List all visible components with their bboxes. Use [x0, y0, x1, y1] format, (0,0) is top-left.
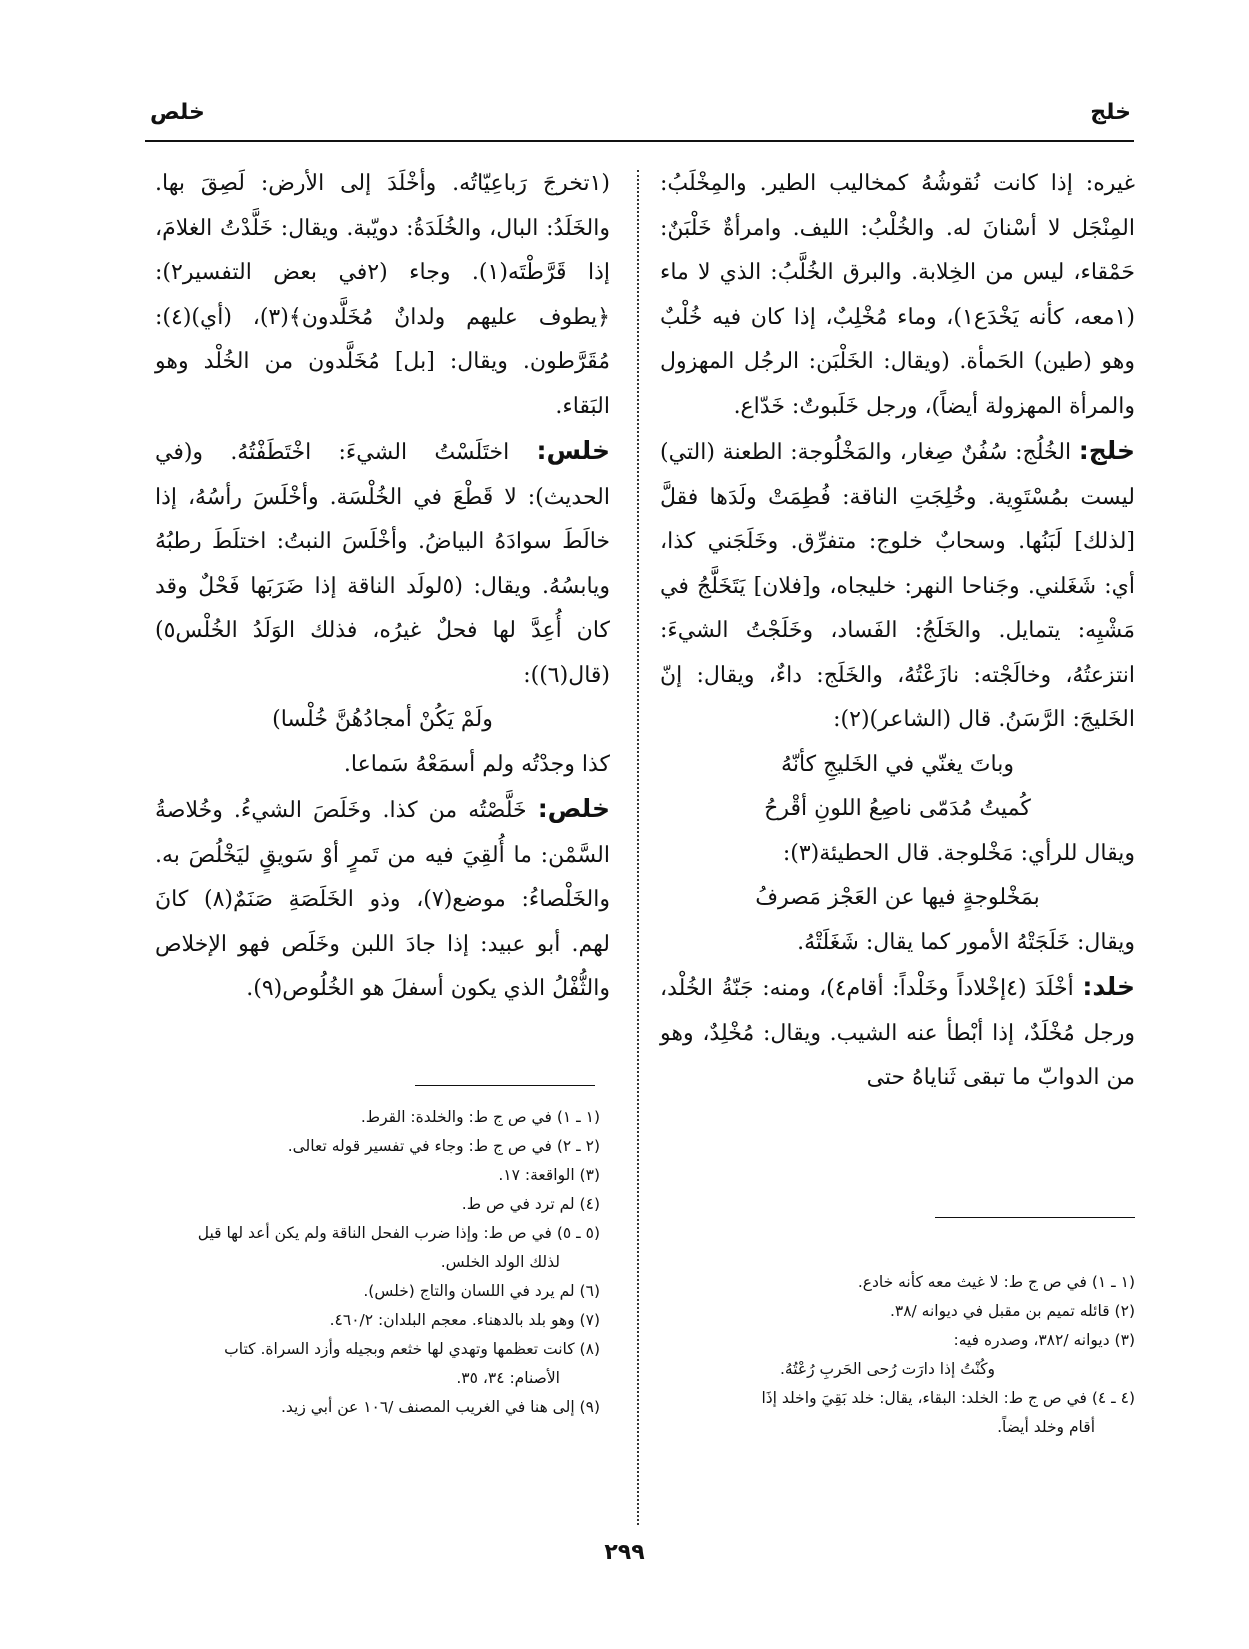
verse-line: بمَخْلوجةٍ فيها عن العَجْز مَصرفُ [755, 885, 1040, 910]
footnote: (٧) وهو بلد بالدهناء. معجم البلدان: ٤٦٠/٢. [329, 1311, 600, 1329]
right-column [660, 162, 1135, 1101]
footnote: (٦) لم يرد في اللسان والتاج (خلس). [363, 1282, 600, 1300]
footnote: (٨) كانت تعظمها وتهدي لها خثعم وبجيله وأزد السراة. كتاب [224, 1340, 600, 1358]
entry-khalaj [660, 429, 1135, 743]
footnotes-right [640, 1268, 1135, 1442]
entry-text: ويقال: خَلَجَتْهُ الأمور كما يقال: شَغَلَتْهُ. [797, 929, 1135, 955]
footnote-rule-left [415, 1085, 595, 1086]
footnote: (٤) لم ترد في ص ط. [461, 1195, 600, 1213]
footnote-rule-right [935, 1217, 1135, 1218]
verse-line: وباتَ يغنّي في الخَليجِ كأنّهُ [781, 751, 1014, 777]
entry-khalad [660, 965, 1135, 1101]
footnote-continuation: أقام وخلد أيضاً. [997, 1418, 1095, 1436]
footnote: (١ ـ ١) في ص ج ط: لا غيث معه كأنه خادع. [857, 1273, 1135, 1291]
entry-khalab-continuation: غيره: إذا كانت نُقوشُهُ كمخاليب الطير. والمِخْلَبُ: المِنْجَل لا أسْنانَ له. والخُلْبُ: الليف. وامرأةٌ خَلْبَنٌ: حَمْقاء، ليس من الخِلابة. والبرق الخُلَّبُ: الذي لا ماء (١معه، كأنه يَخْدَع١)، وماء مُخْلِبٌ، إذا كان فيه خُلْبٌ وهو (طين) الحَمأة. (ويقال: الخَلْبَن: الرجُل المهزول والمرأة المهزولة أيضاً)، ورجل خَلَبوتٌ: خَدّاع. [660, 171, 1135, 419]
headword-khalad: خلد: [1082, 972, 1135, 1001]
entry-khalas-sad-text: خَلَّصْتُه من كذا. وخَلَصَ الشيءُ. وخُلاصةُ السَّمْن: ما أُلقِيَ فيه من تَمرٍ أوْ سَويقٍ ليَخْلُصَ به. والخَلْصاءُ: موضع(٧)، وذو الخَلَصَةِ صَنَمٌ(٨) كانَ لهم. أبو عبيد: إذا جادَ اللبن وخَلَص فهو الإخلاص والثُّفْلُ الذي يكون أسفلَ هو الخُلُوص(٩). [155, 798, 610, 1001]
entry-khalad-continuation: (١تخرجَ رَباعِيّاتُه. وأخْلَدَ إلى الأرض: لَصِقَ بها. والخَلَدُ: البال، والخُلَدَةُ: دويّبة. ويقال: خَلَّدْتُ الغلامَ، إذا قَرَّطْتَه(١). وجاء (٢في بعض التفسير٢): ﴿يطوف عليهم ولدانٌ مُخَلَّدون﴾(٣)، (أي)(٤): مُقَرَّطون. ويقال: [بل] مُخَلَّدون من الخُلْد وهو البَقاء. [155, 171, 610, 419]
footnote: (٢) قائله تميم بن مقبل في ديوانه /٣٨. [889, 1302, 1135, 1320]
running-header-left: خلص [150, 100, 205, 125]
footnote-continuation: الأصنام: ٣٤، ٣٥. [456, 1369, 560, 1387]
headword-khalas: خلس: [536, 436, 611, 465]
footnotes-left [135, 1103, 600, 1422]
entry-text: كذا وجدْتُه ولم أسمَعْهُ سَماعا. [343, 751, 610, 777]
left-column [155, 162, 610, 1012]
footnote: (٣) الواقعة: ١٧. [498, 1166, 600, 1184]
footnote-verse: وكُنْتُ إذا دارَت رُحى الحَربِ رُعْتُهُ. [779, 1360, 995, 1378]
column-divider [637, 170, 639, 1525]
footnote: (١ ـ ١) في ص ج ط: والخلدة: القرط. [360, 1108, 600, 1126]
header-rule [145, 140, 1134, 142]
entry-khalad-text: أخْلَدَ (٤إخْلاداً وخَلْداً: أقام٤)، ومنه: جَنّةُ الخُلْد، ورجل مُخْلَدٌ، إذا أبْطأ عنه الشيب. ويقال: مُخْلِدٌ، وهو من الدوابّ ما تبقى ثَناياهُ حتى [660, 976, 1135, 1090]
page-number: ٢٩٩ [604, 1540, 645, 1565]
footnote: (٢ ـ ٢) في ص ج ط: وجاء في تفسير قوله تعالى. [287, 1137, 600, 1155]
verse-line: كُميتُ مُدَمّى ناصِعُ اللونِ أقْرحُ [764, 796, 1031, 821]
entry-khalaj-text: الخُلُج: سُفُنٌ صِغار، والمَخْلُوجة: الطعنة (التي) ليست بمُسْتَوِية. وخُلِجَتِ الناقة: فُطِمَتْ ولَدَها فقلَّ [لذلك] لَبَنُها. وسحابٌ خلوج: متفرِّق. وخَلَجَني كذا، أي: شَغَلني. وجَناحا النهر: خليجاه، و[فلان] يَتَخَلَّجُ في مَشْيِه: يتمايل. والخَلَجُ: الفَساد، وخَلَجْتُ الشيءَ: انتزعتُهُ، وخالَجْته: نازَعْتُهُ، والخَلَج: داءٌ، ويقال: إنّ الخَليجَ: الرَّسَنُ. قال (الشاعر)(٢): [660, 440, 1135, 732]
entry-khalas-text: اختَلَسْتُ الشيءَ: اخْتَطَفْتُهُ. و(في الحديث): لا قَطْعَ في الخُلْسَة. وأخْلَسَ رأسُهُ، إذا خالَطَ سوادَهُ البياضُ. وأخْلَسَ النبتُ: اختلَطَ رطبُهُ ويابسُهُ. ويقال: (٥لولَد الناقة إذا ضَرَبَها فَحْلٌ وقد كان أُعِدَّ لها فحلٌ غيرُه، فذلك الوَلَدُ الخُلْس٥) (قال(٦)): [155, 440, 610, 688]
verse-line: ولَمْ يَكُنْ أمجادُهُنَّ خُلْسا) [272, 707, 493, 732]
entry-khalas [155, 429, 610, 698]
footnote: (٤ ـ ٤) في ص ج ط: الخلد: البقاء، يقال: خلد بَقِيَ واخلد إذَا [761, 1389, 1135, 1407]
headword-khalaj: خلج: [1078, 436, 1135, 465]
footnote: (٣) ديوانه /٣٨٢، وصدره فيه: [953, 1331, 1135, 1349]
footnote-continuation: لذلك الولد الخلس. [440, 1253, 560, 1271]
entry-text: ويقال للرأي: مَخْلوجة. قال الحطيئة(٣): [782, 840, 1135, 866]
footnote: (٥ ـ ٥) في ص ط: وإذا ضرب الفحل الناقة ولم يكن أعد لها قيل [197, 1224, 600, 1242]
running-header-right: خلج [1090, 100, 1131, 125]
headword-khalas-sad: خلص: [537, 794, 611, 823]
footnote: (٩) إلى هنا في الغريب المصنف /١٠٦ عن أبي زيد. [280, 1398, 600, 1416]
entry-khalas-sad [155, 787, 610, 1012]
